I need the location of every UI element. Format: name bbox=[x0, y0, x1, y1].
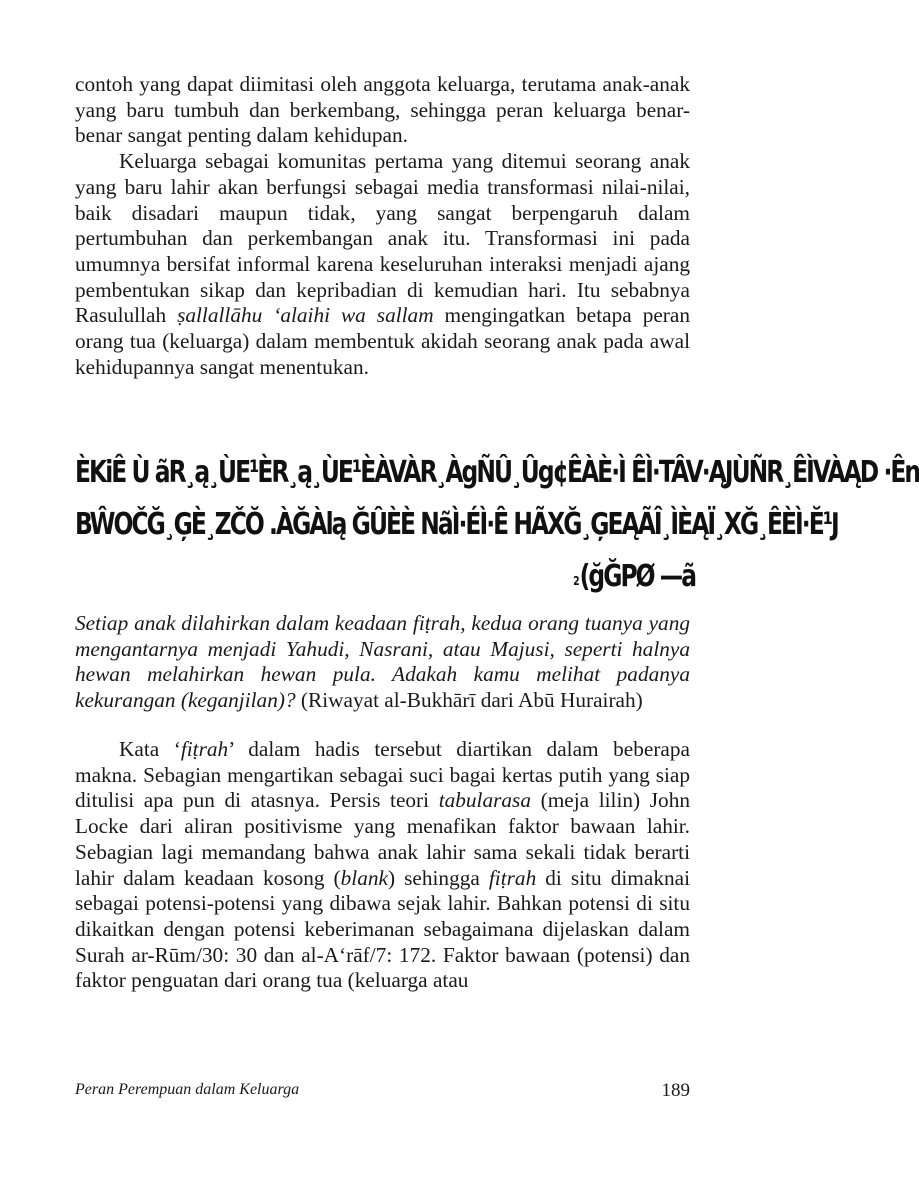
paragraph-2-part-2: mengingatkan betapa peran orang tua (keluarga) dalam membentuk akidah seorang anak pada awal kehidupannya sangat menentukan. bbox=[75, 303, 690, 379]
p3-italic-4: fiṭrah bbox=[488, 865, 537, 890]
p3-seg-5: di situ dimaknai sebagai potensi-potensi yang dibawa sejak lahir. Bahkan potensi di situ dikaitkan dengan potensi keberimanan sebagaimana dijelaskan dalam Surah ar-Rūm/30: 30 dan al-A‘rāf/7: 172. Faktor bawaan (potensi) dan faktor penguatan dari orang tua (keluarga atau bbox=[75, 865, 690, 993]
hadith-source: (Riwayat al-Bukhārī dari Abū Hurairah) bbox=[295, 688, 643, 713]
p3-italic-3: blank bbox=[340, 865, 388, 890]
body-text-bottom bbox=[75, 737, 690, 994]
arabic-line-3 bbox=[75, 552, 695, 604]
arabic-line-2: BŴOČĞ¸ĢÈ¸ZČŎ .ÀĞÀlą ĞÛÈÈ NãÌ·ÉÌ·Ê HÃXĞ¸ĢEĄÃÎ¸ÌÈĄÏ¸XĞ¸ÊÈÌ·Ĕ¹J bbox=[75, 507, 838, 542]
page-number: 189 bbox=[661, 1080, 690, 1101]
hadith-translation bbox=[75, 611, 690, 714]
running-footer-title: Peran Perempuan dalam Keluarga bbox=[75, 1081, 300, 1098]
translation-paragraph bbox=[75, 611, 690, 714]
paragraph-2-part-1: Keluarga sebagai komunitas pertama yang ditemui seorang anak yang baru lahir akan berfungsi sebagai media transformasi nilai-nilai, baik disadari maupun tidak, yang sangat berpengaruh dalam pertumbuhan dan perkembangan anak itu. Transformasi ini pada umumnya bersifat informal karena keseluruhan interaksi menjadi ajang pembentukan sikap dan kepribadian di kemudian hari. Itu sebabnya Rasulullah bbox=[75, 149, 690, 328]
p3-italic-2: tabularasa bbox=[438, 788, 531, 813]
arabic-line-1: ÈKiÊ Ù ãR¸ą¸ÙE¹ÈR¸ą¸ÙE¹ÈÀVÀR¸ÀgÑÛ¸Ûg¢ÊÀÈ·Ì ÊÌ·TÂV·ĄJÙÑR¸ÊÌVÀĄD ·Ên bbox=[75, 455, 919, 490]
paragraph-continuation: contoh yang dapat diimitasi oleh anggota keluarga, terutama anak-anak yang baru tumbuh dan berkembang, sehingga peran keluarga benar-benar sangat penting dalam kehidupan. bbox=[75, 72, 690, 148]
body-text-top bbox=[75, 72, 690, 380]
footnote-marker: 2 bbox=[573, 574, 580, 588]
arabic-line-3-text: (ğĞPØ —ã bbox=[579, 559, 696, 594]
p3-seg-3: (meja lilin) John Locke dari aliran positivisme yang menafikan faktor bawaan lahir. Sebagian lagi memandang bahwa anak lahir sama sekali tidak berarti lahir dalam keadaan kosong ( bbox=[75, 788, 690, 890]
salawat-italic: ṣallallāhu ‘alaihi wa sallam bbox=[177, 303, 434, 328]
p3-seg-4: ) sehingga bbox=[387, 865, 489, 890]
translation-italic: Setiap anak dilahirkan dalam keadaan fiṭrah, kedua orang tuanya yang mengantarnya menjadi Yahudi, Nasrani, atau Majusi, seperti halnya hewan melahirkan hewan pula. Adakah kamu melihat padanya kekurangan (keganjilan)? bbox=[75, 611, 690, 713]
paragraph-family-transformation bbox=[75, 149, 690, 380]
p3-italic-1: fiṭrah bbox=[180, 737, 229, 761]
hadith-arabic-text bbox=[75, 448, 919, 604]
paragraph-fitrah-meaning bbox=[75, 737, 690, 994]
p3-seg-1: Kata ‘ bbox=[119, 737, 181, 761]
p3-seg-2: ’ dalam hadis tersebut diartikan dalam beberapa makna. Sebagian mengartikan sebagai suci bagai kertas putih yang siap ditulisi apa pun di atasnya. Persis teori bbox=[75, 737, 690, 813]
